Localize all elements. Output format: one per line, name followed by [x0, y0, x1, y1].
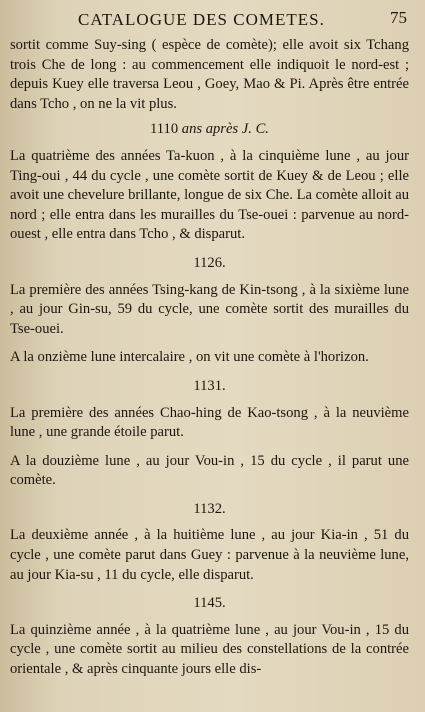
year-number: 1110 [150, 121, 179, 138]
paragraph: La deuxième année , à la huitième lune , au jour Kia-in , 51 du cycle , une comète parut dans Guey : parvenue à la neuvième lune, au jour Kia-su , 11 du cycle, elle disparut. [10, 527, 409, 583]
page-number: 75 [390, 8, 407, 27]
year-heading [10, 120, 409, 140]
year-suffix: ans après J. C. [181, 121, 269, 138]
paragraph: La première des années Tsing-kang de Kin-tsong , à la sixième lune , au jour Gin-su, 59 du cycle, une comète sortit des murailles du Tse-ouei. [10, 281, 409, 337]
paragraph: A la douzième lune , au jour Vou-in , 15 du cycle , il parut une comète. [10, 452, 409, 489]
paragraph: La première des années Chao-hing de Kao-tsong , à la neuvième lune , une grande étoile parut. [10, 404, 409, 441]
paragraph: La quinzième année , à la quatrième lune , au jour Vou-in , 15 du cycle , une comète sortit au milieu des constellations de la contrée orientale , & après cinquante jours elle dis- [10, 621, 409, 678]
paragraph: A la onzième lune intercalaire , on vit une comète à l'horizon. [10, 349, 369, 366]
page-body [10, 36, 409, 689]
paragraph: La quatrième des années Ta-kuon , à la cinquième lune , au jour Ting-oui , 44 du cycle , une comète sortit de Kuey & de Leou ; elle avoit une chevelure brillante, longue de six Che. La comète alloit au nord ; elle entra dans les murailles du Tse-ouei : parvenue au nord-ouest , elle entra dans Tcho , & disparut. [10, 147, 409, 243]
page-header [72, 10, 413, 32]
year-heading: 1131. [193, 377, 226, 394]
running-title: CATALOGUE DES COMETES. [78, 10, 325, 29]
year-heading: 1126. [193, 254, 226, 271]
year-heading: 1145. [193, 595, 226, 612]
paragraph: sortit comme Suy-sing ( espèce de comète); elle avoit six Tchang trois Che de long : au commencement elle indiquoit le nord-est ; depuis Kuey elle traversa Leou , Goey, Mao & Pi. Après être entrée dans Tcho , on ne la vit plus. [10, 37, 409, 112]
year-heading: 1132. [193, 500, 226, 517]
